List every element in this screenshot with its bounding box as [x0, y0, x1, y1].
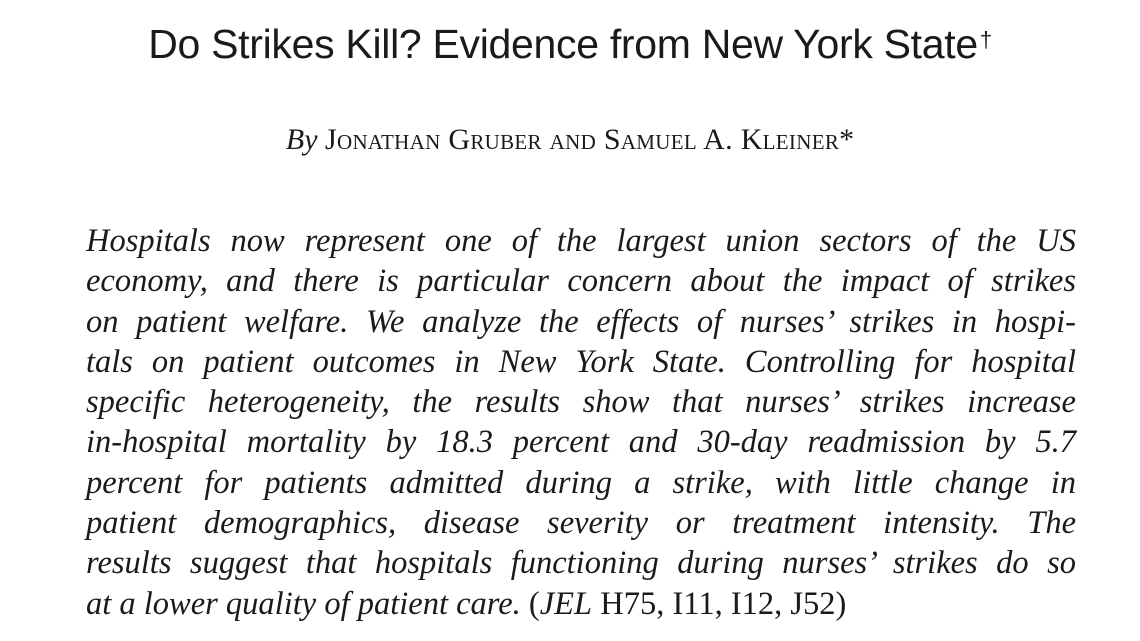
jel-close-paren: ) — [835, 585, 847, 622]
abstract — [86, 221, 1076, 624]
jel-label: JEL — [539, 585, 593, 622]
jel-open-paren: ( — [528, 585, 540, 622]
abstract-line: specific heterogeneity, the results show that nurses’ strikes increase — [86, 384, 1076, 421]
paper-title-text: Do Strikes Kill? Evidence from New York State — [148, 21, 978, 67]
jel-classification — [529, 586, 846, 622]
author-footnote-mark: * — [839, 123, 855, 156]
author-byline — [0, 120, 1140, 160]
abstract-line: in-hospital mortality by 18.3 percent and 30-day readmission by 5.7 — [86, 424, 1076, 461]
abstract-line: tals on patient outcomes in New York State. Controlling for hospital — [86, 343, 1076, 380]
abstract-line-text: at a lower quality of patient care. — [86, 585, 521, 622]
jel-codes: H75, I11, I12, J52 — [600, 585, 836, 622]
abstract-line: economy, and there is particular concern about the impact of strikes — [86, 263, 1076, 300]
byline-prefix: By — [285, 123, 318, 156]
abstract-line: Hospitals now represent one of the largest union sectors of the US — [86, 223, 1076, 259]
abstract-line: on patient welfare. We analyze the effects of nurses’ strikes in hospi- — [86, 303, 1076, 340]
paper-title — [0, 18, 1140, 70]
abstract-line: percent for patients admitted during a strike, with little change in — [86, 464, 1076, 501]
title-footnote-mark: † — [979, 27, 992, 52]
abstract-line: patient demographics, disease severity or treatment intensity. The — [86, 505, 1076, 542]
author-names: Jonathan Gruber and Samuel A. Kleiner — [325, 123, 840, 156]
abstract-line-last — [86, 584, 1076, 624]
abstract-line: results suggest that hospitals functioning during nurses’ strikes do so — [86, 545, 1076, 582]
